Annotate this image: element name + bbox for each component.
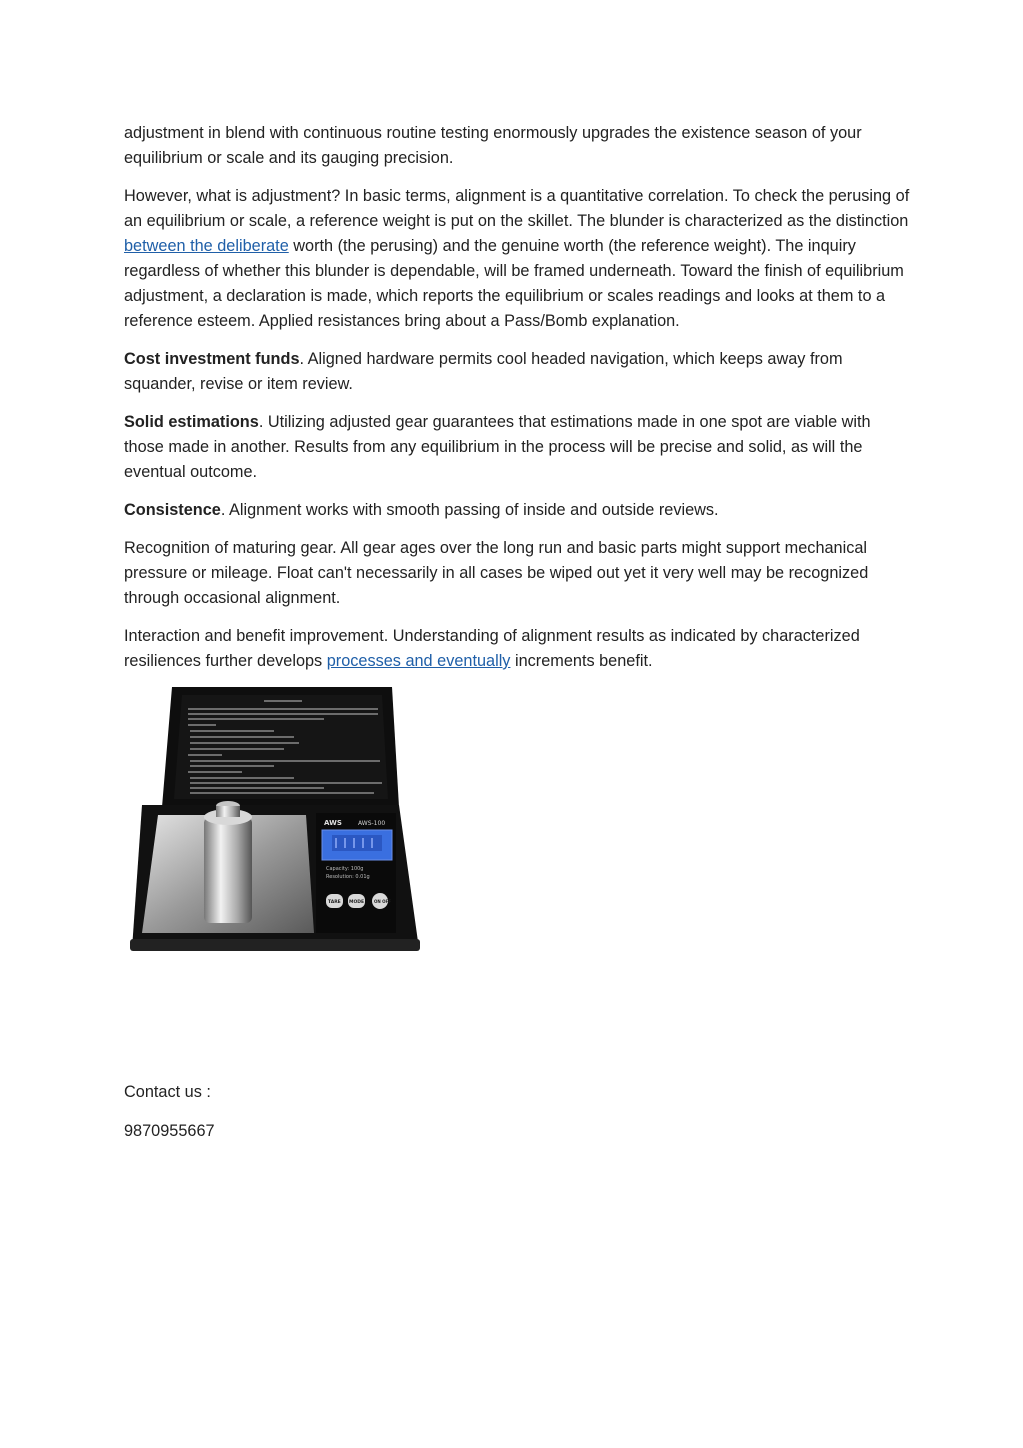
digital-scale-image <box>124 687 424 957</box>
calibration-weight <box>204 817 252 923</box>
text-segment: increments benefit. <box>510 652 653 670</box>
scale-base-edge <box>130 939 420 951</box>
paragraph-cost-investment <box>124 347 914 397</box>
text-segment: Interaction and benefit improvement. Understanding of alignment results as indicated by characterized resiliences further develops <box>124 627 860 670</box>
text-segment: worth (the perusing) and the genuine worth (the reference weight). The inquiry regardless of whether this blunder is dependable, will be framed underneath. Toward the finish of equilibrium adjustment, a declaration is made, which reports the equilibrium or scales readings and looks at them to a reference esteem. Applied resistances bring about a Pass/Bomb explanation. <box>124 237 904 330</box>
mode-button-label: MODE <box>349 900 365 905</box>
paragraph-calibration-intro: adjustment in blend with continuous routine testing enormously upgrades the existence season of your equilibrium or scale and its gauging precision. <box>124 124 862 167</box>
text-segment: However, what is adjustment? In basic terms, alignment is a quantitative correlation. To check the perusing of an equilibrium or scale, a reference weight is put on the skillet. The blunder is characterized as the distinction <box>124 187 910 230</box>
bold-heading-consistence: Consistence <box>124 501 221 519</box>
resolution-label: Resolution: 0.01g <box>326 874 370 880</box>
lcd-digits <box>332 835 382 851</box>
contact-label: Contact us : <box>124 1083 211 1101</box>
text-segment: . Alignment works with smooth passing of inside and outside reviews. <box>220 501 719 519</box>
text-segment: . Aligned hardware permits cool headed navigation, which keeps away from squander, revise or item review. <box>124 350 843 393</box>
weight-neck <box>216 806 240 817</box>
contact-phone: 9870955667 <box>124 1122 215 1140</box>
bold-heading-cost: Cost investment funds <box>124 350 300 368</box>
link-processes-and-eventually[interactable]: processes and eventually <box>326 652 511 670</box>
brand-logo: AWS <box>324 819 342 827</box>
link-between-the-deliberate[interactable]: between the deliberate <box>124 237 289 255</box>
tare-button-label: TARE <box>328 900 341 905</box>
paragraph-maturing-gear: Recognition of maturing gear. All gear ages over the long run and basic parts might support mechanical pressure or mileage. Float can't necessarily in all cases be wiped out yet it very well may be recognized through occasional alignment. <box>124 539 869 607</box>
paragraph-what-is-adjustment <box>124 184 914 334</box>
text-segment: . Utilizing adjusted gear guarantees that estimations made in one spot are viable with those made in another. Results from any equilibrium in the process will be precise and solid, as will the eventual outcome. <box>124 413 871 481</box>
capacity-label: Capacity: 100g <box>326 866 364 872</box>
contact-section <box>124 1080 724 1158</box>
paragraph-solid-estimations <box>124 410 914 485</box>
document-body <box>124 121 914 957</box>
paragraph-consistence <box>124 498 914 523</box>
model-label: AWS-100 <box>358 820 386 827</box>
paragraph-benefit-improvement <box>124 624 914 674</box>
bold-heading-solid: Solid estimations <box>124 413 259 431</box>
digital-scale-illustration <box>124 687 424 957</box>
power-button-label: ON OFF <box>374 899 392 904</box>
